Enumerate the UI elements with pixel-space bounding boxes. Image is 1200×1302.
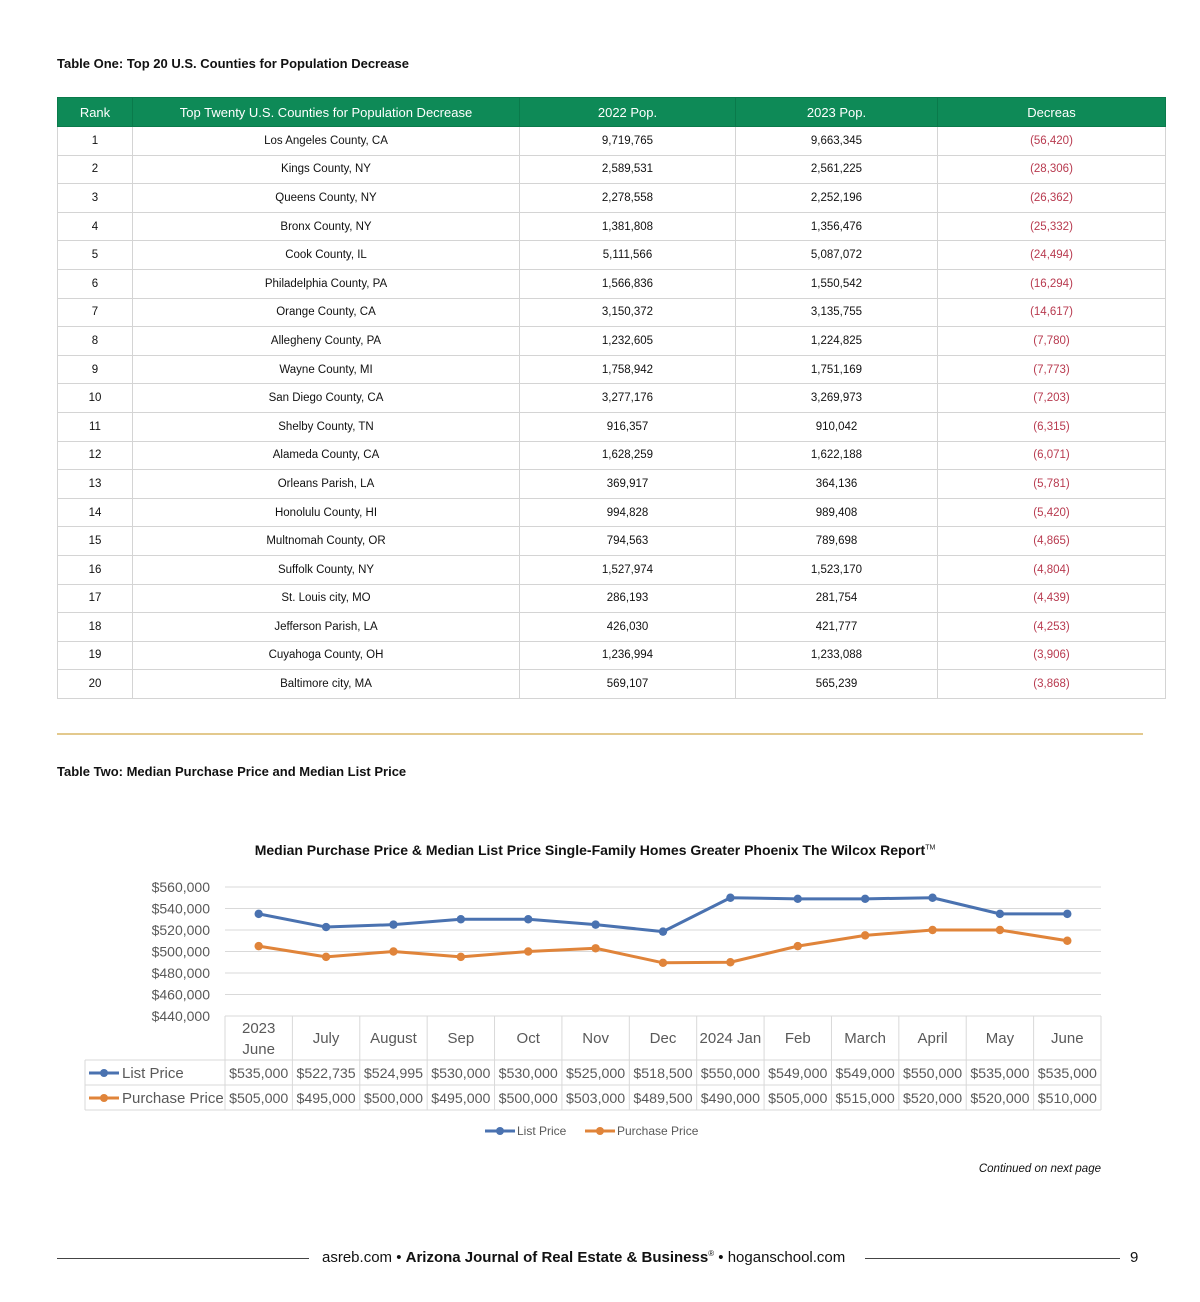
- cell-rank: 6: [58, 269, 133, 298]
- table-value: $520,000: [970, 1091, 1030, 1107]
- cell-county: Baltimore city, MA: [133, 670, 520, 699]
- data-point: [928, 926, 936, 934]
- y-tick-label: $460,000: [151, 986, 210, 1003]
- cell-rank: 12: [58, 441, 133, 470]
- data-point: [591, 944, 599, 952]
- data-point: [254, 910, 262, 918]
- x-category-label: Sep: [447, 1030, 475, 1047]
- data-point: [659, 927, 667, 935]
- data-point: [457, 953, 465, 961]
- page-number: 9: [1130, 1249, 1139, 1266]
- cell-decrease: (16,294): [938, 269, 1166, 298]
- cell-2023-pop: 565,239: [736, 670, 938, 699]
- cell-2023-pop: 1,233,088: [736, 641, 938, 670]
- table-value: $530,000: [498, 1066, 558, 1082]
- cell-2022-pop: 286,193: [520, 584, 736, 613]
- cell-2023-pop: 1,356,476: [736, 212, 938, 241]
- cell-2022-pop: 9,719,765: [520, 127, 736, 156]
- cell-2023-pop: 910,042: [736, 412, 938, 441]
- cell-rank: 4: [58, 212, 133, 241]
- cell-rank: 3: [58, 184, 133, 213]
- cell-2023-pop: 789,698: [736, 527, 938, 556]
- cell-county: Orange County, CA: [133, 298, 520, 327]
- cell-rank: 2: [58, 155, 133, 184]
- table-value: $524,995: [363, 1066, 424, 1082]
- data-point: [1063, 937, 1071, 945]
- cell-2022-pop: 1,628,259: [520, 441, 736, 470]
- x-category-label: Feb: [784, 1030, 811, 1047]
- data-point: [322, 953, 330, 961]
- x-category-label: 2024 Jan: [699, 1030, 762, 1047]
- data-point: [996, 910, 1004, 918]
- cell-county: Kings County, NY: [133, 155, 520, 184]
- cell-2022-pop: 369,917: [520, 470, 736, 499]
- cell-2022-pop: 3,150,372: [520, 298, 736, 327]
- cell-2023-pop: 1,224,825: [736, 327, 938, 356]
- x-category-label: July: [312, 1030, 340, 1047]
- legend-label: Purchase Price: [617, 1124, 699, 1138]
- cell-rank: 10: [58, 384, 133, 413]
- cell-county: San Diego County, CA: [133, 384, 520, 413]
- cell-county: Suffolk County, NY: [133, 555, 520, 584]
- table-value: $535,000: [229, 1066, 289, 1082]
- cell-decrease: (25,332): [938, 212, 1166, 241]
- cell-2022-pop: 5,111,566: [520, 241, 736, 270]
- cell-decrease: (26,362): [938, 184, 1166, 213]
- cell-county: Queens County, NY: [133, 184, 520, 213]
- cell-rank: 16: [58, 555, 133, 584]
- table-value: $495,000: [431, 1091, 491, 1107]
- cell-county: Cook County, IL: [133, 241, 520, 270]
- table-series-name: Purchase Price: [122, 1090, 224, 1107]
- x-category-label: Oct: [516, 1030, 540, 1047]
- footer-rule-left: [57, 1258, 309, 1259]
- footer-registered-mark: ®: [708, 1249, 715, 1258]
- footer-text: [322, 1249, 845, 1266]
- table-value: $550,000: [902, 1066, 963, 1082]
- cell-county: St. Louis city, MO: [133, 584, 520, 613]
- header-county: Top Twenty U.S. Counties for Population Decrease: [133, 98, 520, 127]
- cell-2022-pop: 1,566,836: [520, 269, 736, 298]
- y-tick-label: $500,000: [151, 943, 210, 960]
- cell-2022-pop: 916,357: [520, 412, 736, 441]
- cell-2022-pop: 1,758,942: [520, 355, 736, 384]
- cell-2022-pop: 3,277,176: [520, 384, 736, 413]
- cell-decrease: (7,773): [938, 355, 1166, 384]
- cell-2022-pop: 994,828: [520, 498, 736, 527]
- cell-2023-pop: 1,751,169: [736, 355, 938, 384]
- table-value: $535,000: [1037, 1066, 1097, 1082]
- x-category-label: April: [917, 1030, 948, 1047]
- table-legend-marker: [100, 1069, 108, 1077]
- cell-2022-pop: 569,107: [520, 670, 736, 699]
- cell-decrease: (7,203): [938, 384, 1166, 413]
- cell-2023-pop: 3,269,973: [736, 384, 938, 413]
- data-point: [591, 920, 599, 928]
- table-value: $515,000: [835, 1091, 895, 1107]
- cell-rank: 7: [58, 298, 133, 327]
- table-value: $500,000: [363, 1091, 424, 1107]
- data-point: [254, 942, 262, 950]
- cell-rank: 5: [58, 241, 133, 270]
- table-one-title: Table One: Top 20 U.S. Counties for Population Decrease: [57, 56, 410, 71]
- footer-site-left: asreb.com •: [322, 1249, 406, 1266]
- cell-county: Cuyahoga County, OH: [133, 641, 520, 670]
- table-value: $510,000: [1037, 1091, 1097, 1107]
- legend-marker: [596, 1127, 604, 1135]
- table-value: $530,000: [431, 1066, 491, 1082]
- header-2022-pop: 2022 Pop.: [520, 98, 736, 127]
- header-2023-pop: 2023 Pop.: [736, 98, 938, 127]
- cell-decrease: (5,420): [938, 498, 1166, 527]
- cell-decrease: (24,494): [938, 241, 1166, 270]
- cell-2023-pop: 421,777: [736, 613, 938, 642]
- cell-rank: 17: [58, 584, 133, 613]
- y-tick-label: $520,000: [151, 922, 210, 938]
- cell-2022-pop: 2,278,558: [520, 184, 736, 213]
- footer-rule-right: [865, 1258, 1120, 1259]
- footer-journal-name: Arizona Journal of Real Estate & Business: [405, 1249, 709, 1266]
- cell-decrease: (6,315): [938, 412, 1166, 441]
- x-category-label: May: [985, 1030, 1015, 1047]
- cell-county: Allegheny County, PA: [133, 327, 520, 356]
- cell-rank: 9: [58, 355, 133, 384]
- cell-2022-pop: 2,589,531: [520, 155, 736, 184]
- cell-county: Multnomah County, OR: [133, 527, 520, 556]
- cell-2022-pop: 1,527,974: [520, 555, 736, 584]
- cell-decrease: (4,865): [938, 527, 1166, 556]
- cell-rank: 15: [58, 527, 133, 556]
- cell-rank: 8: [58, 327, 133, 356]
- cell-decrease: (14,617): [938, 298, 1166, 327]
- cell-county: Alameda County, CA: [133, 441, 520, 470]
- data-point: [659, 959, 667, 967]
- cell-2023-pop: 2,561,225: [736, 155, 938, 184]
- data-point: [389, 920, 397, 928]
- cell-2023-pop: 989,408: [736, 498, 938, 527]
- cell-decrease: (5,781): [938, 470, 1166, 499]
- data-point: [861, 931, 869, 939]
- cell-decrease: (3,906): [938, 641, 1166, 670]
- data-point: [726, 894, 734, 902]
- data-point: [524, 947, 532, 955]
- table-value: $550,000: [700, 1066, 760, 1082]
- cell-rank: 1: [58, 127, 133, 156]
- cell-decrease: (28,306): [938, 155, 1166, 184]
- cell-rank: 20: [58, 670, 133, 699]
- x-category-label: June: [242, 1041, 275, 1058]
- y-tick-label: $540,000: [151, 900, 210, 917]
- cell-rank: 14: [58, 498, 133, 527]
- chart-title-text: Median Purchase Price & Median List Price Single-Family Homes Greater Phoenix The Wilcox Report: [254, 842, 926, 858]
- x-category-label: 2023: [242, 1020, 276, 1037]
- y-tick-label: $440,000: [151, 1008, 210, 1024]
- x-category-label: Nov: [582, 1030, 609, 1047]
- cell-decrease: (56,420): [938, 127, 1166, 156]
- legend-label: List Price: [517, 1124, 567, 1138]
- cell-county: Philadelphia County, PA: [133, 269, 520, 298]
- cell-decrease: (6,071): [938, 441, 1166, 470]
- cell-decrease: (3,868): [938, 670, 1166, 699]
- cell-rank: 19: [58, 641, 133, 670]
- cell-2023-pop: 5,087,072: [736, 241, 938, 270]
- cell-rank: 18: [58, 613, 133, 642]
- series-line-list-price: [259, 898, 1068, 932]
- table-legend-marker: [100, 1094, 108, 1102]
- table-value: $525,000: [566, 1066, 626, 1082]
- table-series-name: List Price: [122, 1065, 184, 1082]
- table-value: $549,000: [835, 1066, 895, 1082]
- data-point: [389, 947, 397, 955]
- x-category-label: Dec: [649, 1030, 677, 1047]
- cell-2022-pop: 1,236,994: [520, 641, 736, 670]
- table-value: $489,500: [633, 1091, 693, 1107]
- table-value: $495,000: [296, 1091, 356, 1107]
- y-tick-label: $560,000: [151, 879, 210, 895]
- data-point: [457, 915, 465, 923]
- cell-decrease: (4,804): [938, 555, 1166, 584]
- table-value: $500,000: [498, 1091, 558, 1107]
- header-rank: Rank: [58, 98, 133, 127]
- cell-county: Jefferson Parish, LA: [133, 613, 520, 642]
- table-two-title: Table Two: Median Purchase Price and Median List Price: [57, 764, 407, 779]
- table-value: $505,000: [768, 1091, 828, 1107]
- data-point: [1063, 910, 1071, 918]
- data-point: [794, 895, 802, 903]
- cell-county: Orleans Parish, LA: [133, 470, 520, 499]
- cell-rank: 11: [58, 412, 133, 441]
- footer-site-right: • hoganschool.com: [714, 1249, 846, 1266]
- data-point: [524, 915, 532, 923]
- cell-decrease: (4,439): [938, 584, 1166, 613]
- cell-2023-pop: 1,523,170: [736, 555, 938, 584]
- cell-2022-pop: 1,381,808: [520, 212, 736, 241]
- continued-note: Continued on next page: [978, 1163, 1101, 1175]
- cell-2022-pop: 794,563: [520, 527, 736, 556]
- cell-2023-pop: 1,550,542: [736, 269, 938, 298]
- cell-2023-pop: 9,663,345: [736, 127, 938, 156]
- cell-county: Wayne County, MI: [133, 355, 520, 384]
- cell-2023-pop: 2,252,196: [736, 184, 938, 213]
- data-point: [322, 923, 330, 931]
- x-category-label: March: [844, 1030, 886, 1047]
- cell-2023-pop: 3,135,755: [736, 298, 938, 327]
- cell-2023-pop: 364,136: [736, 470, 938, 499]
- table-value: $518,500: [633, 1066, 693, 1082]
- table-value: $549,000: [768, 1066, 828, 1082]
- cell-county: Honolulu County, HI: [133, 498, 520, 527]
- y-tick-label: $480,000: [151, 965, 210, 981]
- cell-2023-pop: 1,622,188: [736, 441, 938, 470]
- table-value: $520,000: [902, 1091, 963, 1107]
- table-value: $505,000: [229, 1091, 289, 1107]
- table-value: $535,000: [970, 1066, 1030, 1082]
- cell-county: Shelby County, TN: [133, 412, 520, 441]
- data-point: [928, 894, 936, 902]
- table-value: $522,735: [296, 1066, 356, 1082]
- cell-2022-pop: 426,030: [520, 613, 736, 642]
- legend-marker: [496, 1127, 504, 1135]
- x-category-label: June: [1051, 1030, 1084, 1047]
- cell-county: Bronx County, NY: [133, 212, 520, 241]
- cell-rank: 13: [58, 470, 133, 499]
- header-decrease: Decreas: [938, 98, 1166, 127]
- data-point: [996, 926, 1004, 934]
- cell-2022-pop: 1,232,605: [520, 327, 736, 356]
- data-point: [794, 942, 802, 950]
- cell-county: Los Angeles County, CA: [133, 127, 520, 156]
- data-point: [861, 895, 869, 903]
- cell-decrease: (7,780): [938, 327, 1166, 356]
- x-category-label: August: [370, 1030, 417, 1047]
- trademark-mark: TM: [925, 844, 936, 852]
- table-value: $490,000: [700, 1091, 760, 1107]
- data-point: [726, 958, 734, 966]
- table-value: $503,000: [566, 1091, 626, 1107]
- cell-decrease: (4,253): [938, 613, 1166, 642]
- cell-2023-pop: 281,754: [736, 584, 938, 613]
